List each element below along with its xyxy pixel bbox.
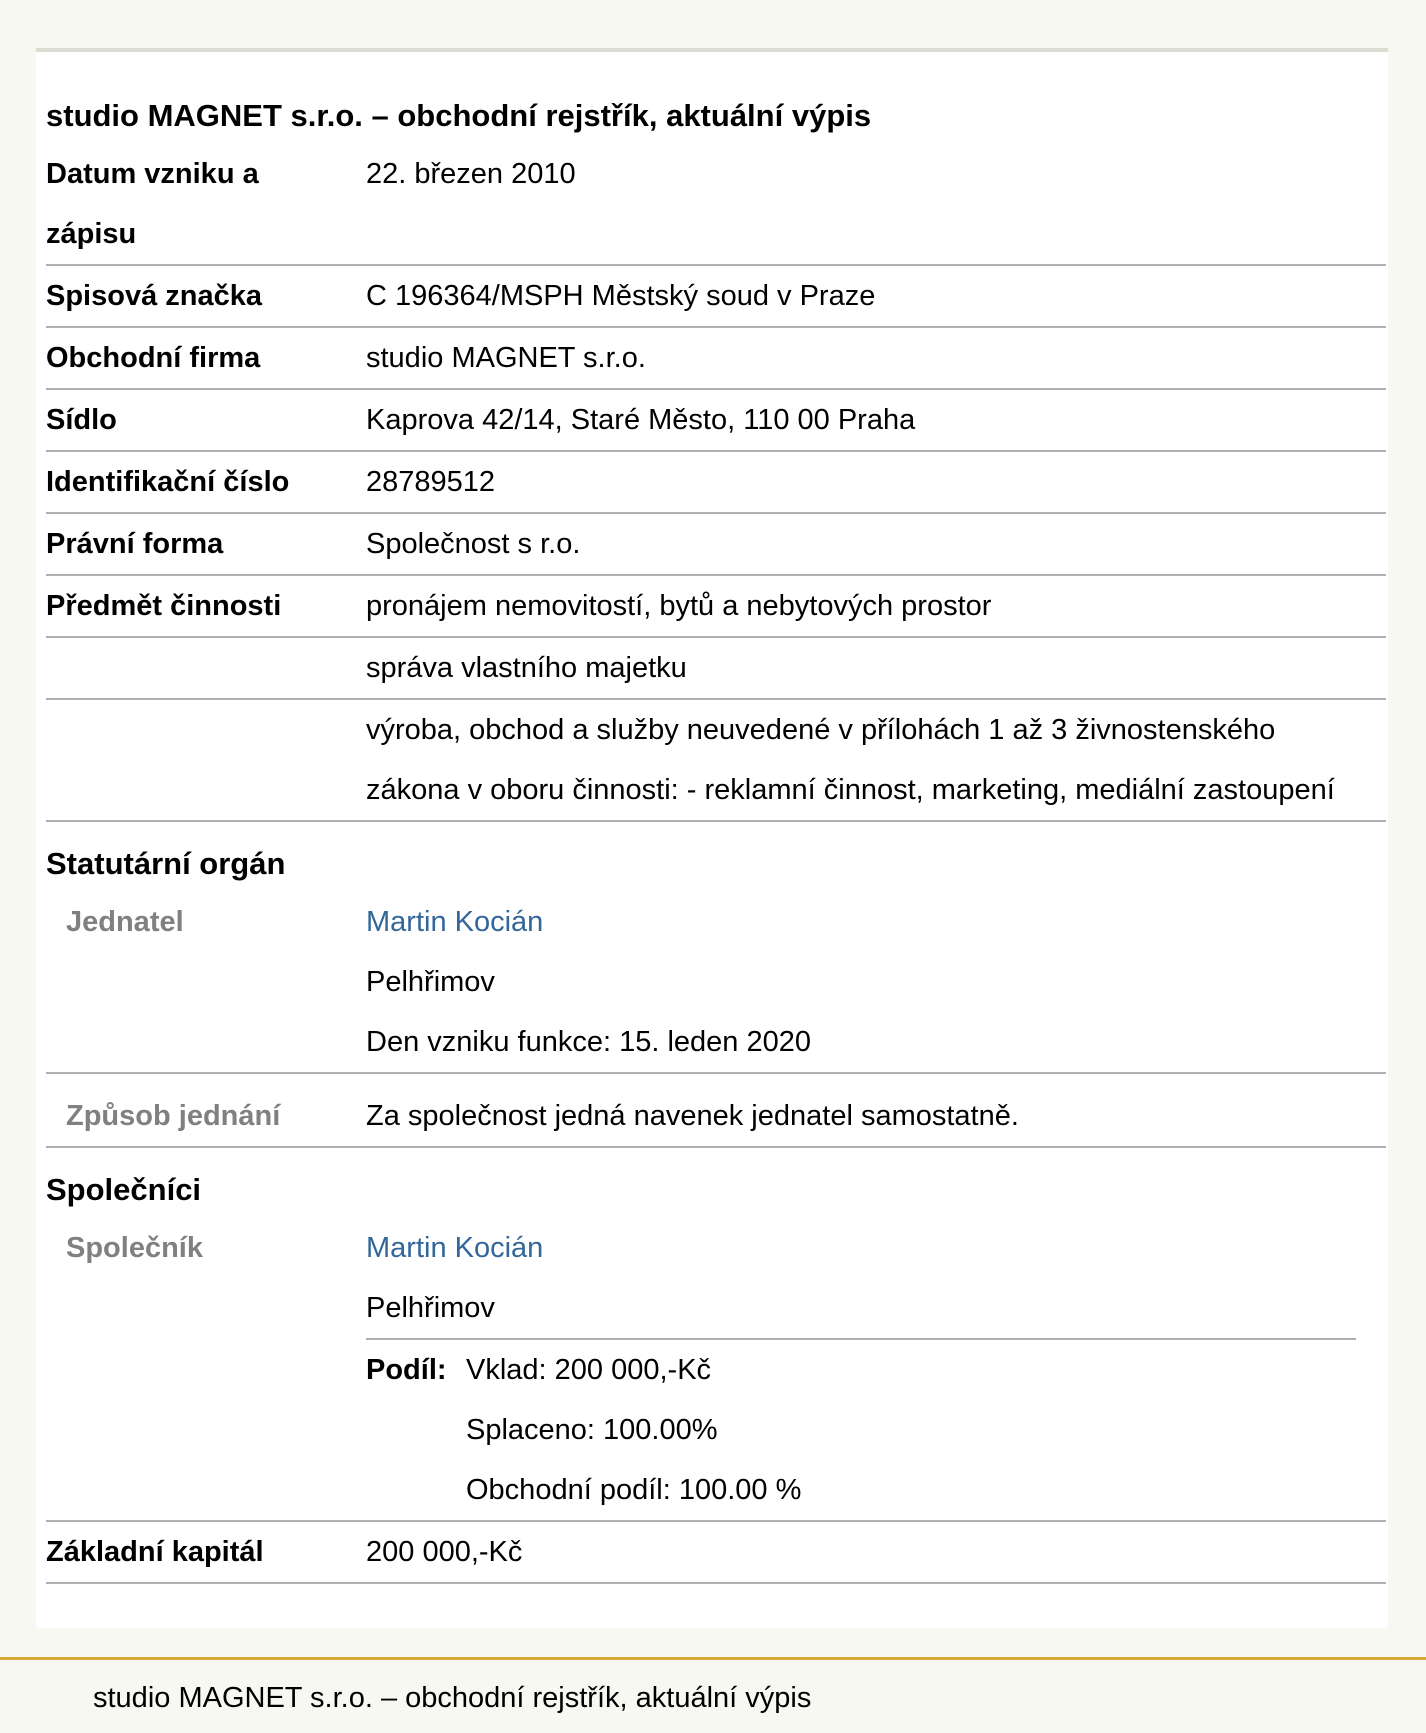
value-datum-vzniku: 22. březen 2010	[366, 144, 1386, 265]
person-link[interactable]: Martin Kocián	[366, 906, 544, 938]
row-obchodni-firma	[46, 327, 1386, 389]
section-spolecnici	[46, 1147, 1386, 1218]
share-block	[366, 1338, 1356, 1520]
label-sidlo: Sídlo	[46, 389, 366, 451]
row-ico	[46, 451, 1386, 513]
value-predmet-item: výroba, obchod a služby neuvedené v přílohách 1 až 3 živnostenského zákona v oboru činnosti: - reklamní činnost, marketing, mediální zastoupení	[366, 699, 1386, 821]
share-label: Podíl:	[366, 1354, 447, 1386]
footer	[0, 1657, 1426, 1733]
row-predmet-cinnosti-1	[46, 575, 1386, 637]
section-statutarni-organ	[46, 821, 1386, 892]
value-predmet-item: správa vlastního majetku	[366, 637, 1386, 699]
person-city: Pelhřimov	[366, 966, 495, 998]
label-pravni-forma: Právní forma	[46, 513, 366, 575]
register-table	[46, 144, 1386, 1584]
value-predmet-item: pronájem nemovitostí, bytů a nebytových prostor	[366, 575, 1386, 637]
value-pravni-forma: Společnost s r.o.	[366, 513, 1386, 575]
section-heading: Společníci	[46, 1172, 202, 1207]
label-jednatel: Jednatel	[46, 892, 366, 1073]
label-predmet-cinnosti: Předmět činnosti	[46, 575, 366, 637]
row-sidlo	[46, 389, 1386, 451]
label-ico: Identifikační číslo	[46, 451, 366, 513]
share-percent: Obchodní podíl: 100.00 %	[466, 1474, 802, 1506]
label-spisova-znacka: Spisová značka	[46, 265, 366, 327]
value-spisova-znacka: C 196364/MSPH Městský soud v Praze	[366, 265, 1386, 327]
footer-title: studio MAGNET s.r.o. – obchodní rejstřík, aktuální výpis	[93, 1682, 812, 1714]
person-city: Pelhřimov	[366, 1292, 495, 1324]
label-zakladni-kapital: Základní kapitál	[46, 1521, 366, 1583]
label-zpusob-jednani: Způsob jednání	[46, 1073, 366, 1147]
page-title: studio MAGNET s.r.o. – obchodní rejstřík, aktuální výpis	[46, 98, 872, 133]
person-link[interactable]: Martin Kocián	[366, 1232, 544, 1264]
label-obchodni-firma: Obchodní firma	[46, 327, 366, 389]
value-sidlo: Kaprova 42/14, Staré Město, 110 00 Praha	[366, 389, 1386, 451]
value-ico: 28789512	[366, 451, 1386, 513]
row-predmet-cinnosti-3	[46, 699, 1386, 821]
share-deposit: Vklad: 200 000,-Kč	[466, 1354, 712, 1386]
row-zpusob-jednani	[46, 1073, 1386, 1147]
row-predmet-cinnosti-2	[46, 637, 1386, 699]
row-zakladni-kapital	[46, 1521, 1386, 1583]
value-obchodni-firma: studio MAGNET s.r.o.	[366, 327, 1386, 389]
label-spolecnik: Společník	[46, 1218, 366, 1521]
row-datum-vzniku	[46, 144, 1386, 265]
register-card	[36, 48, 1388, 1628]
row-spolecnik	[46, 1218, 1386, 1521]
function-start: Den vzniku funkce: 15. leden 2020	[366, 1026, 811, 1058]
section-heading: Statutární orgán	[46, 846, 286, 881]
row-jednatel	[46, 892, 1386, 1073]
label-datum-vzniku: Datum vzniku a zápisu	[46, 144, 366, 265]
value-zakladni-kapital: 200 000,-Kč	[366, 1521, 1386, 1583]
share-paid: Splaceno: 100.00%	[466, 1414, 718, 1446]
row-pravni-forma	[46, 513, 1386, 575]
row-spisova-znacka	[46, 265, 1386, 327]
value-zpusob-jednani: Za společnost jedná navenek jednatel samostatně.	[366, 1073, 1386, 1147]
